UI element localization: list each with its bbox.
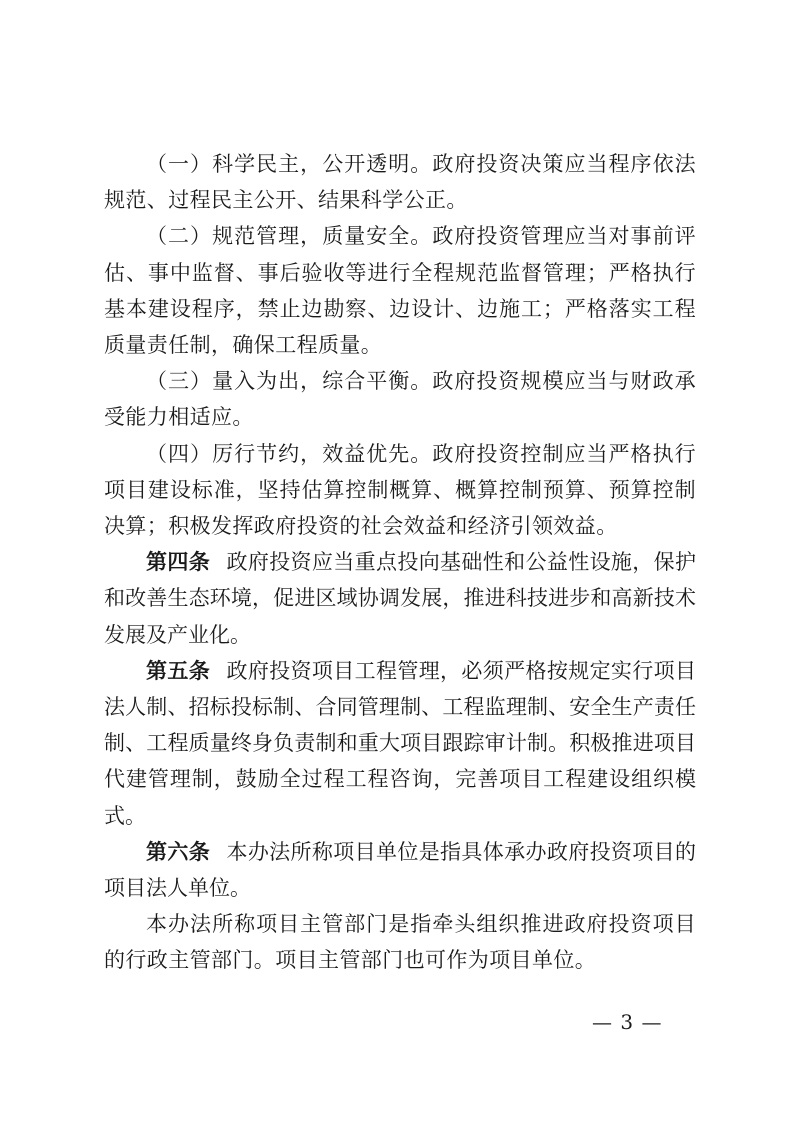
article-4-label: 第四条: [146, 550, 211, 575]
article-5-text: 政府投资项目工程管理，必须严格按规定实行项目法人制、招标投标制、合同管理制、工程监理制、安全生产责任制、工程质量终身负责制和重大项目跟踪审计制。积极推进项目代建管理制，鼓励全过程工程咨询，完善项目工程建设组织模式。: [104, 658, 697, 828]
principle-paragraph-1: （一）科学民主，公开透明。政府投资决策应当程序依法规范、过程民主公开、结果科学公正。: [104, 152, 696, 213]
document-body: [104, 146, 696, 979]
article-4: [104, 544, 696, 653]
article-6-label: 第六条: [146, 839, 211, 864]
article-5-label: 第五条: [146, 658, 211, 683]
principle-paragraph-2: （二）规范管理，质量安全。政府投资管理应当对事前评估、事中监督、事后验收等进行全程规范监督管理；严格执行基本建设程序，禁止边勘察、边设计、边施工；严格落实工程质量责任制，确保工程质量。: [104, 224, 696, 358]
principle-paragraph-3: （三）量入为出，综合平衡。政府投资规模应当与财政承受能力相适应。: [104, 369, 696, 430]
page-number: — 3 —: [592, 1010, 663, 1034]
article-6: [104, 834, 696, 906]
article-4-text: 政府投资应当重点投向基础性和公益性设施，保护和改善生态环境，促进区域协调发展，推进科技进步和高新技术发展及产业化。: [104, 550, 697, 647]
article-5: [104, 653, 696, 834]
article-6-text: 本办法所称项目单位是指具体承办政府投资项目的项目法人单位。: [104, 839, 697, 901]
closing-paragraph: 本办法所称项目主管部门是指牵头组织推进政府投资项目的行政主管部门。项目主管部门也可作为项目单位。: [104, 912, 696, 973]
principle-paragraph-4: （四）厉行节约，效益优先。政府投资控制应当严格执行项目建设标准，坚持估算控制概算、概算控制预算、预算控制决算；积极发挥政府投资的社会效益和经济引领效益。: [104, 441, 696, 539]
